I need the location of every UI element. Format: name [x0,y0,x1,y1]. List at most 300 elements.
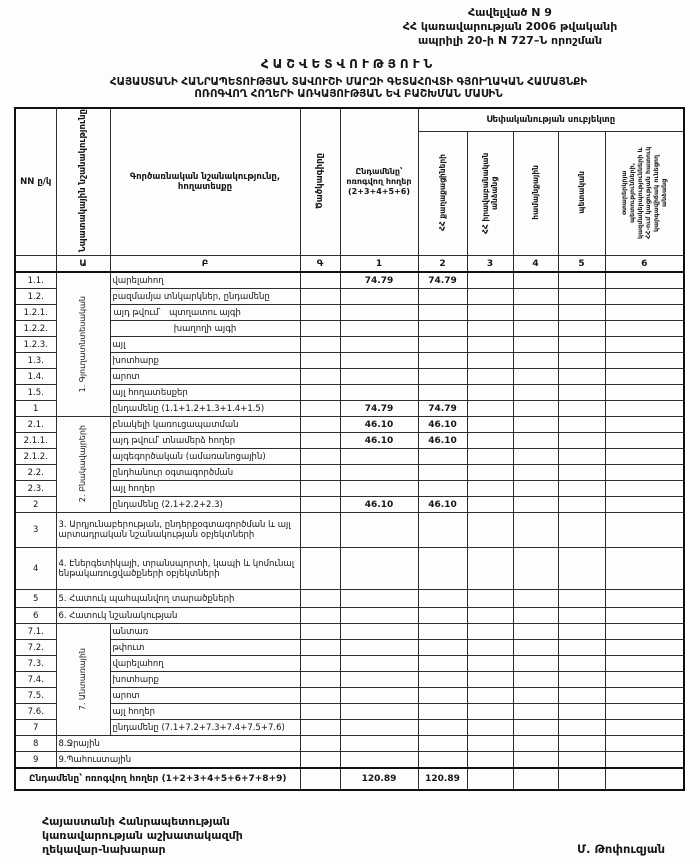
value-cell [558,401,605,417]
value-cell: 74.79 [418,272,467,289]
row-label-cell: վարելահող [110,656,300,672]
value-cell [558,465,605,481]
value-cell [467,401,513,417]
value-cell: 120.89 [340,768,418,790]
value-cell [605,385,684,401]
value-cell [467,305,513,321]
code-cell [300,640,340,656]
row-label-cell [110,305,300,321]
code-cell [300,656,340,672]
value-cell [340,640,418,656]
header-functional: Գործառնական նշանակությունը, հողատեսքը [110,108,300,256]
signature-block [42,815,665,857]
value-cell [467,465,513,481]
value-cell [558,590,605,608]
code-cell [300,353,340,369]
code-cell [300,289,340,305]
appendix-line-3: ապրիլի 20-ի N 727–Ն որոշման [417,34,603,47]
code-cell [300,548,340,590]
value-cell [558,672,605,688]
value-cell [467,272,513,289]
value-cell [513,768,558,790]
value-cell [605,289,684,305]
row-label-cell: 6. Հատուկ նշանակության [56,608,300,624]
value-cell [513,289,558,305]
value-cell [605,337,684,353]
header-own-state: պետական [558,131,605,255]
value-cell [418,736,467,752]
value-cell [340,385,418,401]
table-row [15,736,684,752]
header-own-foreign: օտարերկրյա պետությունների, կազմակերպությունների և ՀՀ-ում կացության հատուկ կարգավիճակ ունեցող անձանց [605,131,684,255]
value-cell [340,672,418,688]
value-cell [605,736,684,752]
header-own-citizens: ՀՀ քաղաքացիների [418,131,467,255]
value-cell [605,321,684,337]
value-cell [467,688,513,704]
value-cell [605,590,684,608]
code-cell [300,337,340,353]
value-cell [513,417,558,433]
signatory-line: կառավարության աշխատակազմի [42,829,243,843]
table-row [15,465,684,481]
value-cell [558,353,605,369]
row-label-cell: անտառ [110,624,300,640]
col-number: 3 [467,256,513,273]
col-number: 4 [513,256,558,273]
row-number-cell: 1.5. [15,385,56,401]
value-cell [340,321,418,337]
value-cell [467,736,513,752]
code-cell [300,513,340,548]
value-cell [467,656,513,672]
value-cell [418,385,467,401]
col-number: 2 [418,256,467,273]
value-cell [558,433,605,449]
value-cell [467,289,513,305]
header-ownership: Սեփականության սուբյեկտը [418,108,684,131]
value-cell [513,305,558,321]
value-cell [418,590,467,608]
section-label-cell: 7. Անտառային [56,624,110,736]
value-cell [558,417,605,433]
code-cell [300,385,340,401]
table-row [15,385,684,401]
report-title: ՀԱՇՎԵՏՎՈՒԹՅՈՒՆ [260,57,437,71]
header-nn: NN ը/կ [15,108,56,256]
value-cell [558,548,605,590]
value-cell [558,272,605,289]
value-cell [605,720,684,736]
value-cell [513,321,558,337]
value-cell [558,449,605,465]
row-number-cell: 1.3. [15,353,56,369]
row-label-cell: բազմամյա տնկարկներ, ընդամենը [110,289,300,305]
row-number-cell: 4 [15,548,56,590]
row-label-cell: ընդամենը (7.1+7.2+7.3+7.4+7.5+7.6) [110,720,300,736]
value-cell [513,481,558,497]
value-cell [418,720,467,736]
report-subtitle-2: ՈՌՈԳՎՈՂ ՀՈՂԵՐԻ ԱՌԿԱՅՈՒԹՅԱՆ ԵՎ ԲԱՇԽՄԱՆ ՄԱՍԻՆ [194,88,503,100]
code-cell [300,608,340,624]
value-cell [340,624,418,640]
table-row [15,640,684,656]
value-cell [418,688,467,704]
value-cell [418,289,467,305]
value-cell [467,624,513,640]
col-letter: Բ [110,256,300,273]
value-cell [513,656,558,672]
value-cell [418,704,467,720]
value-cell [340,590,418,608]
value-cell [558,337,605,353]
table-row [15,272,684,289]
row-label-cell: այլ հողեր [110,481,300,497]
appendix-block [365,6,655,48]
value-cell [418,369,467,385]
value-cell [467,548,513,590]
value-cell [558,513,605,548]
value-cell: 46.10 [340,433,418,449]
row-label-cell: այդ թվում՝ տնամերձ հողեր [110,433,300,449]
value-cell [513,465,558,481]
value-cell [467,672,513,688]
value-cell [467,497,513,513]
value-cell [558,385,605,401]
value-cell [467,513,513,548]
signatory-line: Հայաստանի Հանրապետության [42,815,230,829]
value-cell: 74.79 [340,272,418,289]
value-cell [467,720,513,736]
row-number-cell: 1 [15,401,56,417]
row-label-cell: ընդամենը (2.1+2.2+2.3) [110,497,300,513]
grand-total-label: Ընդամենը՝ ոռոգվող հողեր (1+2+3+4+5+6+7+8+9) [15,768,300,790]
value-cell [605,688,684,704]
value-cell [467,337,513,353]
value-cell [513,608,558,624]
code-cell [300,752,340,769]
value-cell [467,417,513,433]
row-number-cell: 1.2.1. [15,305,56,321]
value-cell [340,752,418,769]
code-cell [300,720,340,736]
row-label-text: խաղողի այգի [173,323,237,334]
row-label-cell [110,321,300,337]
value-cell [467,385,513,401]
value-cell [605,369,684,385]
table-row [15,289,684,305]
table-row [15,752,684,769]
section-label-cell: 1. Գյուղատնտեսական [56,272,110,417]
value-cell [558,305,605,321]
row-label-cell: խոտհարք [110,672,300,688]
code-cell [300,768,340,790]
value-cell [605,608,684,624]
value-cell [418,656,467,672]
row-number-cell: 2.1.2. [15,449,56,465]
value-cell [467,752,513,769]
value-cell [418,752,467,769]
value-cell [418,513,467,548]
code-cell [300,401,340,417]
table-row [15,704,684,720]
row-label-cell: 4. Էներգետիկայի, տրանսպորտի, կապի և կոմունալ ենթակառուցվածքների օբյեկտների [56,548,300,590]
row-number-cell: 9 [15,752,56,769]
value-cell [558,289,605,305]
table-row [15,590,684,608]
value-cell [513,704,558,720]
value-cell [513,401,558,417]
row-number-cell: 1.4. [15,369,56,385]
value-cell [340,481,418,497]
value-cell [418,321,467,337]
value-cell [558,497,605,513]
header-code: Ծածկագիրը [300,108,340,256]
value-cell [558,624,605,640]
table-row [15,481,684,497]
row-label-prefix: այդ թվում՝ [113,307,161,318]
value-cell [467,481,513,497]
value-cell [513,640,558,656]
value-cell [340,465,418,481]
value-cell: 46.10 [418,417,467,433]
row-label-cell: վարելահող [110,272,300,289]
value-cell [467,449,513,465]
value-cell [513,720,558,736]
row-label-cell: այլ հողատեսքեր [110,385,300,401]
code-cell [300,736,340,752]
code-cell [300,704,340,720]
value-cell [513,672,558,688]
value-cell [605,624,684,640]
value-cell [513,385,558,401]
table-row [15,321,684,337]
value-cell [513,624,558,640]
value-cell [467,590,513,608]
code-cell [300,305,340,321]
table-row [15,672,684,688]
value-cell [513,353,558,369]
value-cell [605,768,684,790]
value-cell [340,353,418,369]
value-cell [605,656,684,672]
header-total-irrigated: Ընդամենը՝ ոռոգվող հողեր (2+3+4+5+6) [340,108,418,256]
table-row [15,656,684,672]
row-label-cell: խոտհարք [110,353,300,369]
row-number-cell: 7.5. [15,688,56,704]
value-cell [340,305,418,321]
row-number-cell: 7.1. [15,624,56,640]
row-label-cell: 8.Ջրային [56,736,300,752]
signatory-name: Մ. Թոփուզյան [577,842,665,857]
value-cell [467,704,513,720]
value-cell [418,465,467,481]
value-cell: 74.79 [340,401,418,417]
value-cell [513,548,558,590]
header-own-legal-entities: ՀՀ իրավաբանական անձանց [467,131,513,255]
report-subtitle-1: ՀԱՅԱՍՏԱՆԻ ՀԱՆՐԱՊԵՏՈՒԹՅԱՆ ՏԱՎՈՒՇԻ ՄԱՐԶԻ ԳԵՏԱՀՈՎՏԻ ԳՅՈՒՂԱԿԱՆ ՀԱՄԱՅՆՔԻ [109,76,588,88]
value-cell [513,688,558,704]
row-label-cell: ընդամենը (1.1+1.2+1.3+1.4+1.5) [110,401,300,417]
row-number-cell: 1.1. [15,272,56,289]
value-cell [558,720,605,736]
row-number-cell: 1.2. [15,289,56,305]
row-label-cell: այգեգործական (ամառանոցային) [110,449,300,465]
row-number-cell: 2.1.1. [15,433,56,449]
table-row [15,417,684,433]
value-cell [558,752,605,769]
value-cell [340,736,418,752]
header-purpose: Նպատակային նշանակությունը [56,108,110,256]
value-cell: 46.10 [340,497,418,513]
table-row [15,688,684,704]
table-row [15,608,684,624]
value-cell [558,736,605,752]
value-cell [340,513,418,548]
code-cell [300,433,340,449]
value-cell [513,449,558,465]
value-cell [340,704,418,720]
row-label-cell: 5. Հատուկ պահպանվող տարածքների [56,590,300,608]
signatory-line: ղեկավար-նախարար [42,843,166,857]
row-number-cell: 2 [15,497,56,513]
value-cell [467,321,513,337]
table-row [15,548,684,590]
value-cell [513,736,558,752]
value-cell [605,272,684,289]
row-number-cell: 3 [15,513,56,548]
row-number-cell: 2.3. [15,481,56,497]
col-number: 6 [605,256,684,273]
value-cell [418,624,467,640]
table-row [15,768,684,790]
value-cell [340,337,418,353]
value-cell: 46.10 [418,497,467,513]
value-cell [340,449,418,465]
value-cell: 46.10 [418,433,467,449]
value-cell [418,481,467,497]
value-cell [605,672,684,688]
code-cell [300,272,340,289]
value-cell [467,608,513,624]
row-label-cell: 9.Պահուստային [56,752,300,769]
code-cell [300,481,340,497]
table-row [15,353,684,369]
value-cell [418,672,467,688]
code-cell [300,465,340,481]
col-number: 5 [558,256,605,273]
table-row [15,449,684,465]
row-label-cell: թփուտ [110,640,300,656]
table-row [15,720,684,736]
table-row [15,401,684,417]
value-cell [418,640,467,656]
code-cell [300,590,340,608]
value-cell [605,548,684,590]
row-number-cell: 7.6. [15,704,56,720]
value-cell: 74.79 [418,401,467,417]
appendix-line-1: Հավելված N 9 [468,6,552,19]
value-cell [605,353,684,369]
value-cell [605,752,684,769]
row-label-cell: արոտ [110,369,300,385]
value-cell [558,768,605,790]
value-cell [418,449,467,465]
table-row [15,337,684,353]
value-cell [558,688,605,704]
code-cell [300,449,340,465]
value-cell [605,497,684,513]
value-cell [513,272,558,289]
value-cell [605,433,684,449]
row-number-cell: 7.2. [15,640,56,656]
row-label-cell: ընդհանուր օգտագործման [110,465,300,481]
value-cell [513,752,558,769]
value-cell [418,337,467,353]
value-cell [558,321,605,337]
row-label-cell: այլ [110,337,300,353]
value-cell [558,656,605,672]
row-number-cell: 6 [15,608,56,624]
value-cell [467,640,513,656]
value-cell [605,465,684,481]
row-number-cell: 1.2.2. [15,321,56,337]
row-number-cell: 7.4. [15,672,56,688]
row-label-cell: արոտ [110,688,300,704]
value-cell [418,548,467,590]
row-number-cell: 7 [15,720,56,736]
row-label-cell: այլ հողեր [110,704,300,720]
row-number-cell: 2.2. [15,465,56,481]
row-number-cell: 1.2.3. [15,337,56,353]
value-cell [340,369,418,385]
value-cell [340,289,418,305]
row-number-cell: 5 [15,590,56,608]
table-row [15,433,684,449]
value-cell [513,337,558,353]
value-cell [558,369,605,385]
table-row [15,497,684,513]
row-label-cell: բնակելի կառուցապատման [110,417,300,433]
code-cell [300,369,340,385]
value-cell [558,640,605,656]
value-cell: 46.10 [340,417,418,433]
row-number-cell: 8 [15,736,56,752]
value-cell [558,608,605,624]
value-cell [605,401,684,417]
report-table [14,107,685,791]
value-cell [340,656,418,672]
value-cell [605,449,684,465]
appendix-line-2: ՀՀ կառավարության 2006 թվականի [402,20,618,33]
value-cell [340,608,418,624]
value-cell [605,704,684,720]
table-row [15,305,684,321]
code-cell [300,688,340,704]
value-cell [340,548,418,590]
value-cell [558,704,605,720]
value-cell [467,353,513,369]
row-number-cell: 2.1. [15,417,56,433]
code-cell [300,417,340,433]
value-cell [418,353,467,369]
value-cell [340,720,418,736]
header-own-community: համայնքային [513,131,558,255]
table-row [15,513,684,548]
value-cell [467,433,513,449]
value-cell [605,640,684,656]
value-cell [605,481,684,497]
